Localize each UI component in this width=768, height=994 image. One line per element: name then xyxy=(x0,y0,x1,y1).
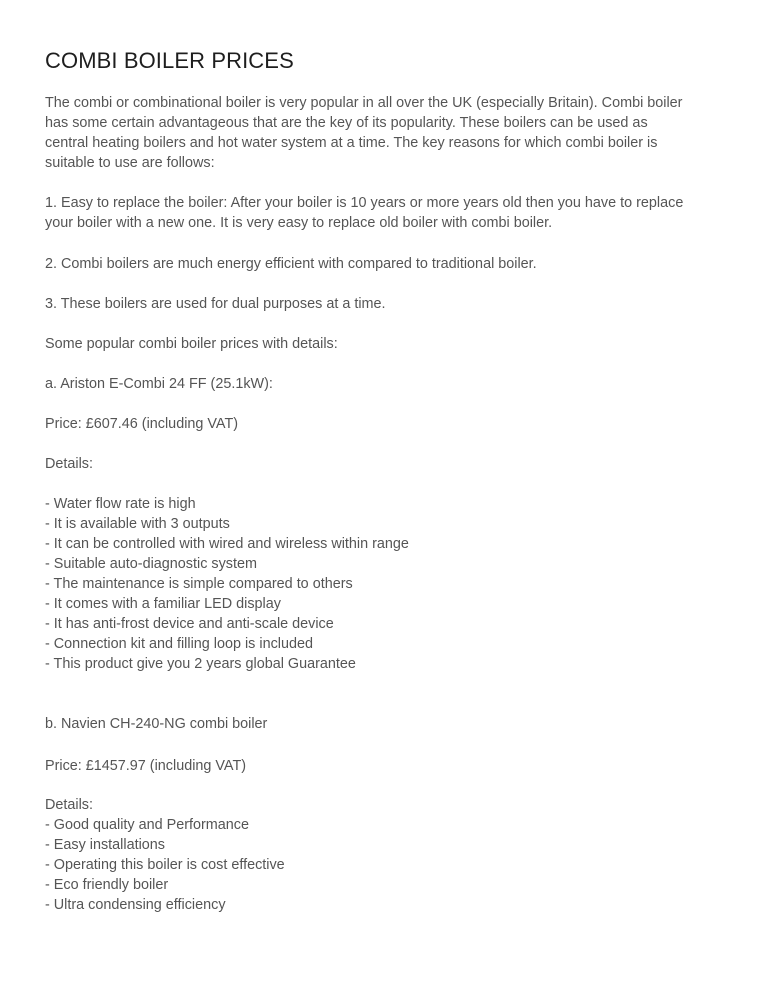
intro-line: has some certain advantageous that are the key of its popularity. These boilers can be used as xyxy=(45,115,648,131)
product-b-details-label: Details: xyxy=(45,797,93,813)
reason-1-line: your boiler with a new one. It is very easy to replace old boiler with combi boiler. xyxy=(45,215,553,231)
product-a-name: a. Ariston E-Combi 24 FF (25.1kW): xyxy=(45,376,273,392)
product-a-detail-item: - Suitable auto-diagnostic system xyxy=(45,556,257,572)
product-a-detail-item: - Connection kit and filling loop is included xyxy=(45,636,313,652)
intro-line: suitable to use are follows: xyxy=(45,155,215,171)
product-a-detail-item: - This product give you 2 years global Guarantee xyxy=(45,656,356,672)
product-a-detail-item: - Water flow rate is high xyxy=(45,496,196,512)
product-a-detail-item: - It comes with a familiar LED display xyxy=(45,596,281,612)
product-b-name: b. Navien CH-240-NG combi boiler xyxy=(45,716,268,732)
product-b-detail-item: - Eco friendly boiler xyxy=(45,877,169,893)
intro-line: The combi or combinational boiler is very popular in all over the UK (especially Britain). Combi boiler xyxy=(45,95,683,111)
product-a-detail-item: - It can be controlled with wired and wireless within range xyxy=(45,536,409,552)
document-title: COMBI BOILER PRICES xyxy=(45,48,294,73)
product-b-detail-item: - Operating this boiler is cost effective xyxy=(45,857,285,873)
intro-line: central heating boilers and hot water system at a time. The key reasons for which combi boiler is xyxy=(45,135,658,151)
product-a-detail-item: - The maintenance is simple compared to others xyxy=(45,576,353,592)
reason-3-line: 3. These boilers are used for dual purposes at a time. xyxy=(45,296,386,312)
product-b-detail-item: - Good quality and Performance xyxy=(45,817,249,833)
product-b-price: Price: £1457.97 (including VAT) xyxy=(45,758,247,774)
product-b-detail-item: - Ultra condensing efficiency xyxy=(45,897,226,913)
product-a-details-label: Details: xyxy=(45,456,93,472)
product-a-detail-item: - It is available with 3 outputs xyxy=(45,516,230,532)
popular-heading: Some popular combi boiler prices with details: xyxy=(45,336,338,352)
reason-2-line: 2. Combi boilers are much energy efficient with compared to traditional boiler. xyxy=(45,256,537,272)
product-a-price: Price: £607.46 (including VAT) xyxy=(45,416,239,432)
product-b-detail-item: - Easy installations xyxy=(45,837,165,853)
reason-1-line: 1. Easy to replace the boiler: After your boiler is 10 years or more years old then you have to replace xyxy=(45,195,684,211)
product-a-detail-item: - It has anti-frost device and anti-scale device xyxy=(45,616,334,632)
